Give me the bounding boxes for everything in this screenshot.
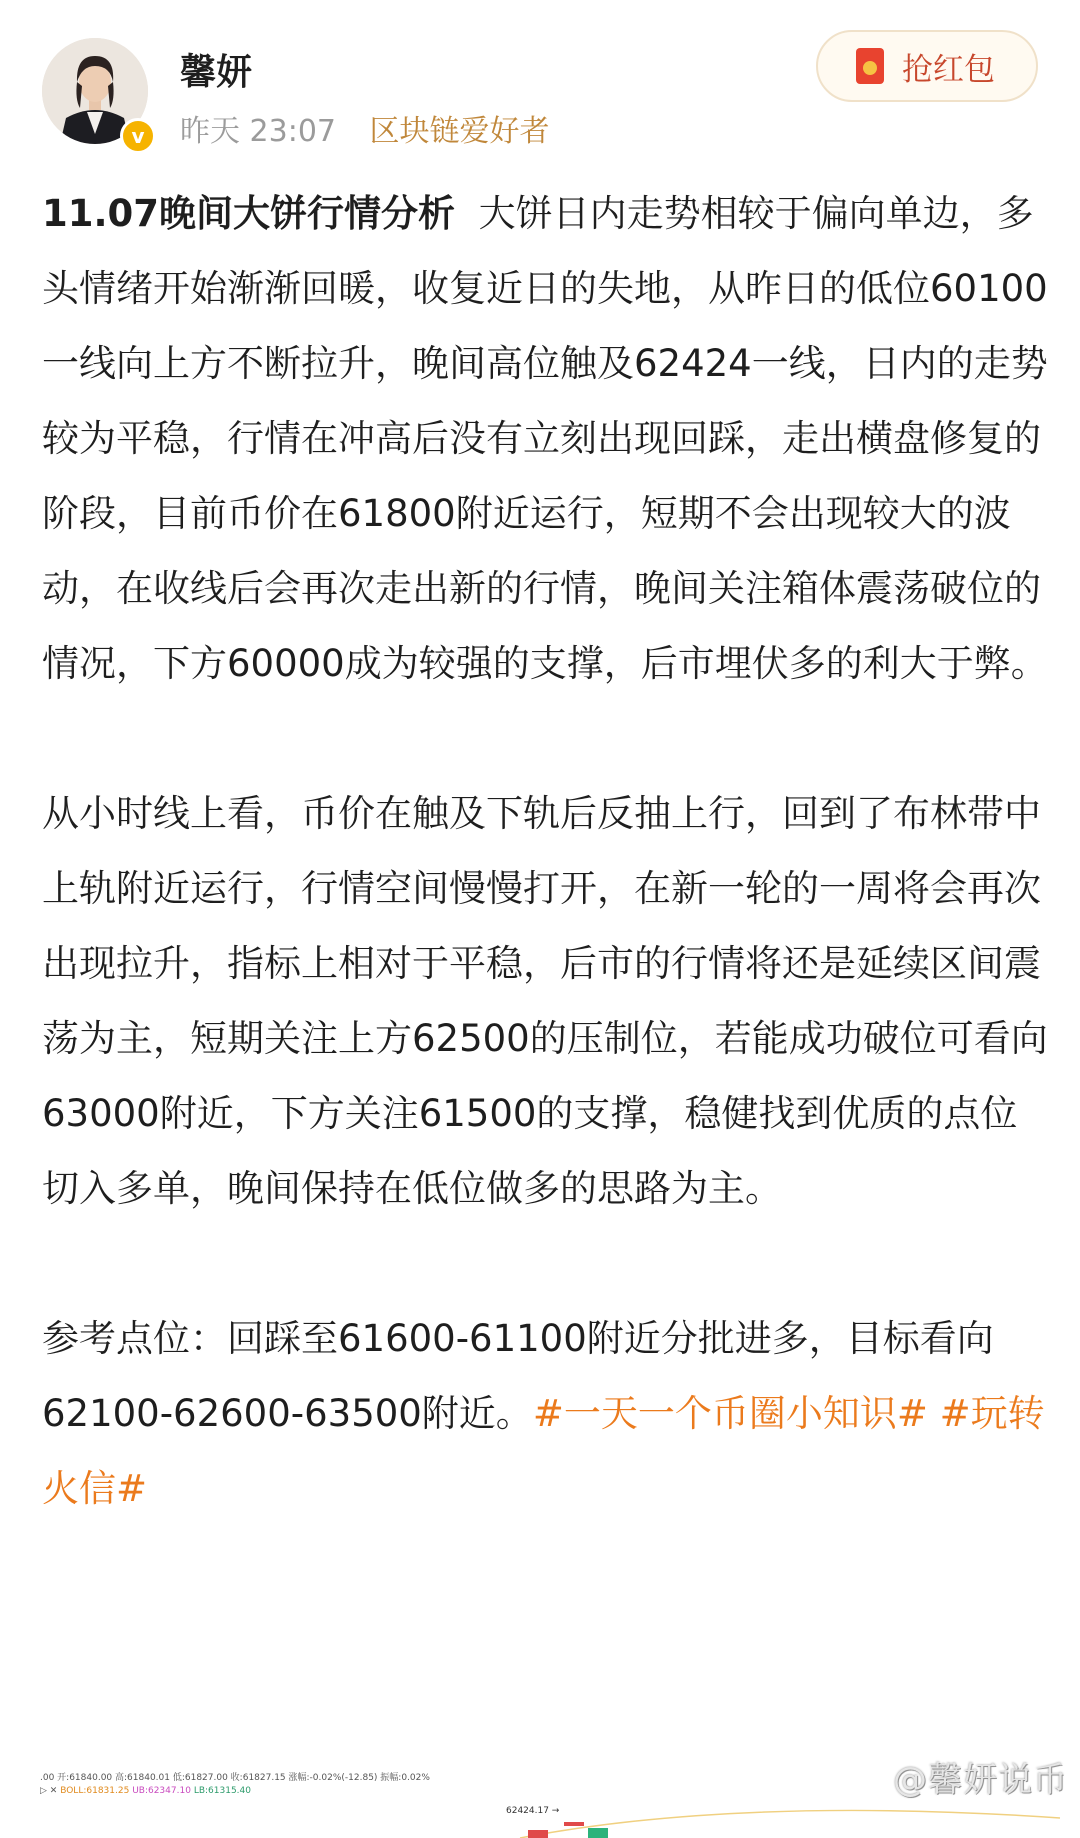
- post-source[interactable]: 区块链爱好者: [369, 114, 550, 149]
- post-header: [0, 0, 1080, 150]
- hashtag-link[interactable]: #玩转火信#: [42, 1392, 1045, 1510]
- chart-boll-value: BOLL:61831.25: [60, 1786, 130, 1796]
- paragraph-1: [42, 176, 1052, 701]
- red-packet-label: 抢红包: [902, 51, 995, 88]
- candle-mark: [564, 1822, 584, 1826]
- paragraph-gap: [42, 701, 1052, 776]
- hashtag-link[interactable]: #一天一个币圈小知识#: [532, 1392, 928, 1435]
- chart-ub-value: UB:62347.10: [132, 1786, 191, 1796]
- watermark: @馨妍说币: [893, 1760, 1068, 1800]
- post-title: 11.07晚间大饼行情分析: [42, 192, 456, 235]
- paragraph-3-text: 参考点位：回踩至61600-61100附近分批进多，目标看向62100-62600-63500附近。: [42, 1317, 994, 1435]
- verified-badge-icon: v: [120, 118, 156, 154]
- post-meta: [180, 106, 550, 150]
- chart-ohlc-line: .00 开:61840.00 高:61840.01 低:61827.00 收:61827.15 涨幅:-0.02%(-12.85) 振幅:0.02%: [40, 1773, 430, 1783]
- chart-high-label: 62424.17 →: [506, 1806, 560, 1816]
- paragraph-2: 从小时线上看，币价在触及下轨后反抽上行，回到了布林带中上轨附近运行，行情空间慢慢打开，在新一轮的一周将会再次出现拉升，指标上相对于平稳，后市的行情将还是延续区间震荡为主，短期关注上方62500的压制位，若能成功破位可看向63000附近，下方关注61500的支撑，稳健找到优质的点位切入多单，晚间保持在低位做多的思路为主。: [42, 792, 1048, 1210]
- candle-mark: [588, 1828, 608, 1838]
- post-time: 昨天 23:07: [180, 114, 336, 149]
- paragraph-3: [42, 1301, 1052, 1526]
- post-body: [42, 176, 1052, 1526]
- paragraph-gap: [42, 1226, 1052, 1301]
- chart-lb-value: LB:61315.40: [193, 1786, 251, 1796]
- red-packet-button[interactable]: [816, 30, 1038, 102]
- chart-boll-prefix: ▷ ✕: [40, 1786, 58, 1796]
- paragraph-1-text: 大饼日内走势相较于偏向单边，多头情绪开始渐渐回暖，收复近日的失地，从昨日的低位60100一线向上方不断拉升，晚间高位触及62424一线，日内的走势较为平稳，行情在冲高后没有立刻出现回踩，走出横盘修复的阶段，目前币价在61800附近运行，短期不会出现较大的波动，在收线后会再次走出新的行情，晚间关注箱体震荡破位的情况，下方60000成为较强的支撑，后市埋伏多的利大于弊。: [42, 192, 1048, 685]
- red-envelope-icon: [856, 48, 884, 84]
- candle-mark: [528, 1830, 548, 1838]
- username[interactable]: 馨妍: [180, 52, 253, 93]
